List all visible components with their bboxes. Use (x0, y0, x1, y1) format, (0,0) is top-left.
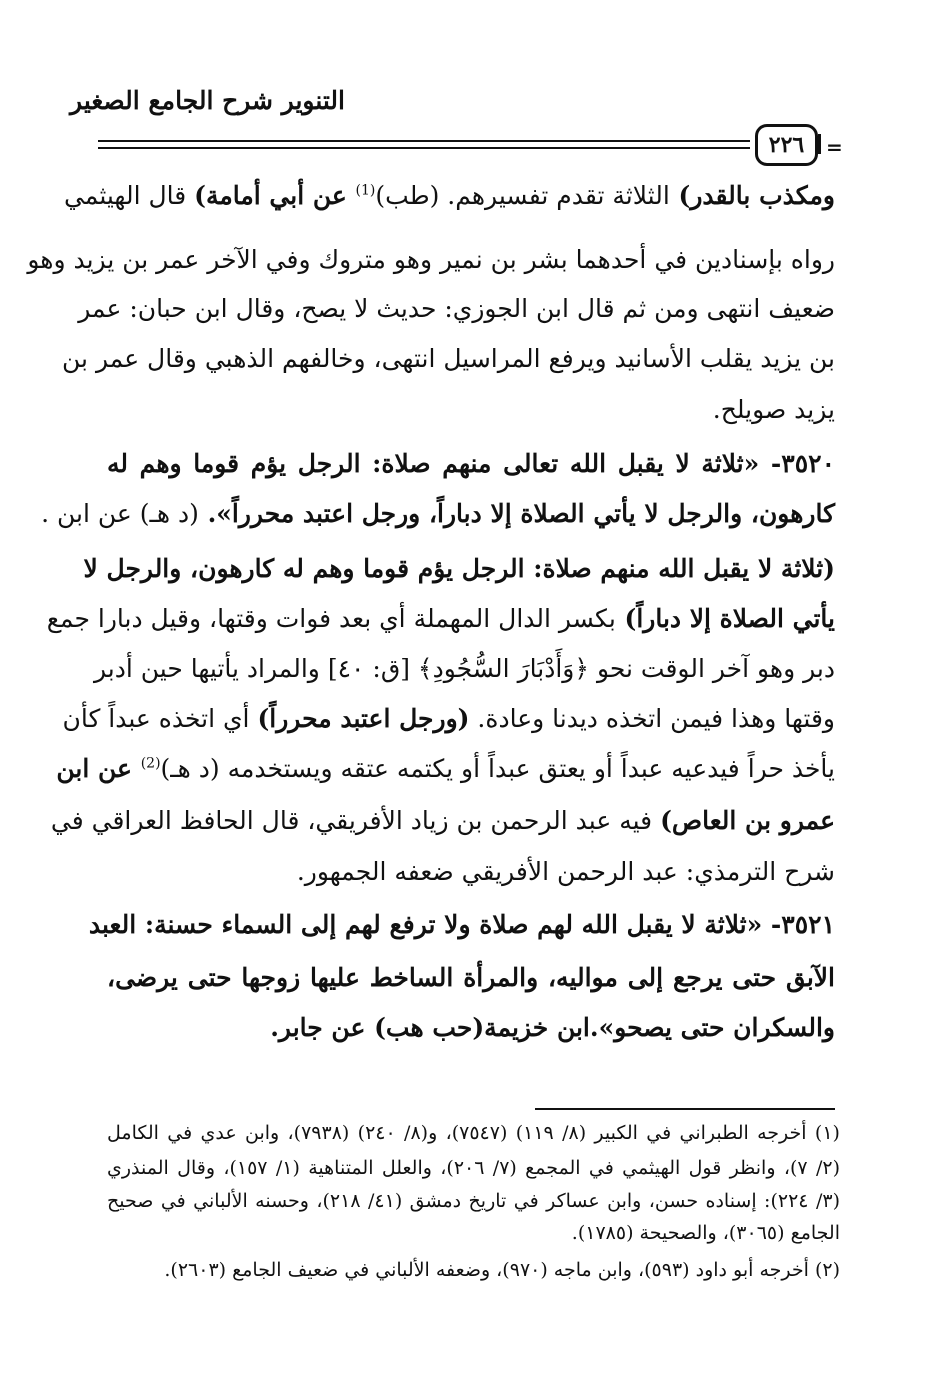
text-line (64, 181, 835, 210)
text-line (107, 395, 835, 424)
page-number: ٢٢٦ (768, 132, 805, 158)
text-run: أي اتخذه عبداً كأن (62, 704, 258, 733)
text-line (78, 294, 835, 323)
text-run: عمرو بن العاص) (660, 806, 835, 835)
text-run: ٣٥٢٠- «ثلاثة لا يقبل الله تعالى منهم صلاة: الرجل يؤم قوما وهم له (107, 449, 835, 478)
footnote-separator (535, 1108, 835, 1110)
running-header-title: التنوير شرح الجامع الصغير (70, 86, 345, 115)
footnote-line: (٣/ ٢٢٤): إسناده حسن، وابن عساكر في تاريخ دمشق (٤١/ ٢١٨)، وحسنه الألباني في صحيح (107, 1190, 840, 1212)
footnote-line: (٢) أخرجه أبو داود (٥٩٣)، وابن ماجه (٩٧٠)، وضعفه الألباني في ضعيف الجامع (٢٦٠٣). (164, 1259, 840, 1281)
text-run: (د هـ) عن ابن . (41, 499, 199, 528)
text-line (107, 449, 835, 478)
text-run: الآبق حتى يرجع إلى مواليه، والمرأة الساخط عليها زوجها حتى يرضى، (107, 963, 835, 992)
text-run: وقتها وهذا فيمن اتخذه ديدنا وعادة. (469, 704, 835, 733)
text-run: يأخذ حراً فيدعيه عبداً أو يعتق عبداً أو يكتمه عتقه ويستخدمه (د هـ) (160, 754, 835, 783)
text-line (88, 910, 835, 939)
text-run: عن ابن (56, 754, 141, 783)
text-line (107, 857, 835, 886)
text-run: ضعيف انتهى ومن ثم قال ابن الجوزي: حديث لا يصح، وقال ابن حبان: عمر (78, 294, 835, 323)
footnote-ref: (1) (355, 182, 376, 199)
text-line (46, 604, 835, 633)
header-rule-top (98, 140, 750, 142)
text-run: عن أبي أمامة) (194, 181, 356, 210)
text-run: بكسر الدال المهملة أي بعد فوات وقتها، وقيل دبارا جمع (46, 604, 616, 633)
text-run: يزيد صويلح. (712, 395, 835, 424)
page-number-badge (755, 124, 818, 166)
footnote-line: (١) أخرجه الطبراني في الكبير (٨/ ١١٩) (٧٥٤٧)، و(٨/ ٢٤٠) (٧٩٣٨)، وابن عدي في الكامل (107, 1122, 840, 1144)
text-run: يأتي الصلاة إلا دباراً) (615, 604, 835, 633)
text-line (41, 499, 835, 528)
text-run: ومكذب بالقدر) (669, 181, 835, 210)
text-line (50, 806, 835, 835)
footnote-line: (٢/ ٧)، وانظر قول الهيثمي في المجمع (٧/ ٢٠٦)، والعلل المتناهية (١/ ١٥٧)، وقال المنذري (107, 1157, 840, 1179)
text-line (83, 554, 835, 583)
text-run: والسكران حتى يصحو».ابن خزيمة(حب هب) عن جابر. (270, 1013, 835, 1042)
text-line (62, 704, 835, 733)
page-marker: = (826, 135, 843, 159)
text-run: (ورجل اعتبد محرراً) (257, 704, 470, 733)
text-run: كارهون، والرجل لا يأتي الصلاة إلا دباراً، ورجل اعتبد محرراً». (198, 499, 835, 528)
text-run: الثلاثة تقدم تفسيرهم. (طب) (375, 181, 670, 210)
text-line (56, 754, 835, 783)
text-run: (ثلاثة لا يقبل الله منهم صلاة: الرجل يؤم قوما وهم له كارهون، والرجل لا (83, 554, 835, 583)
footnote-line: الجامع (٣٠٦٥)، والصحيحة (١٧٨٥). (571, 1222, 840, 1244)
text-run: رواه بإسنادين في أحدهما بشر بن نمير وهو متروك وفي الآخر عمر بن يزيد وهو (27, 245, 835, 274)
header-rule-bottom (98, 147, 750, 149)
text-line (62, 344, 835, 373)
text-line (94, 654, 835, 683)
text-line (27, 245, 835, 274)
text-run: شرح الترمذي: عبد الرحمن الأفريقي ضعفه الجمهور. (296, 857, 835, 886)
page-badge-ornament (818, 134, 826, 154)
footnote-ref: (2) (140, 755, 161, 772)
text-run: ٣٥٢١- «ثلاثة لا يقبل الله لهم صلاة ولا ترفع لهم إلى السماء حسنة: العبد (88, 910, 835, 939)
text-line (107, 1013, 835, 1042)
text-run: قال الهيثمي (64, 181, 195, 210)
text-run: بن يزيد يقلب الأسانيد ويرفع المراسيل انتهى، وخالفهم الذهبي وقال عمر بن (62, 344, 835, 373)
text-line (107, 963, 835, 992)
text-run: فيه عبد الرحمن بن زياد الأفريقي، قال الحافظ العراقي في (50, 806, 661, 835)
text-run: دبر وهو آخر الوقت نحو ﴿وَأَدْبَارَ السُّجُودِ﴾ [ق: ٤٠] والمراد يأتيها حين أدبر (94, 654, 835, 683)
